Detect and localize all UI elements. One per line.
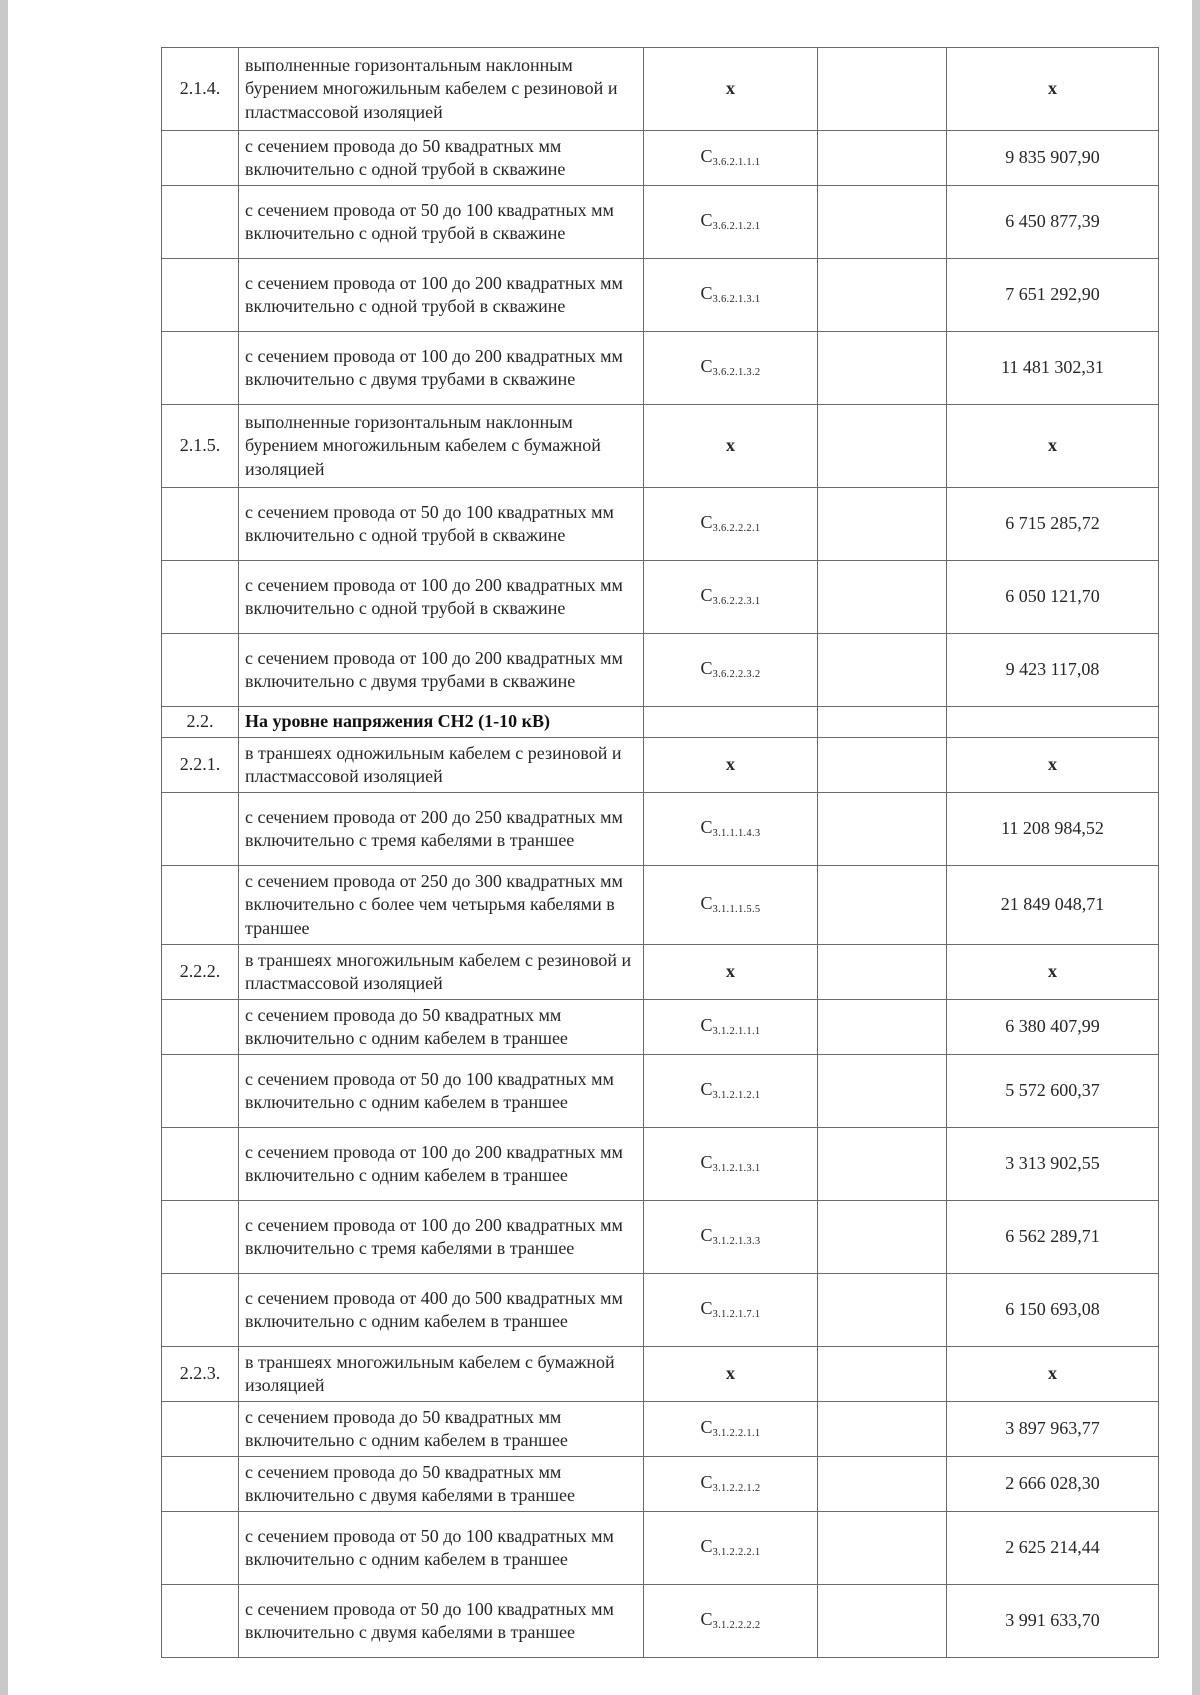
row-number: 2.2.2. xyxy=(162,945,239,1000)
empty-cell xyxy=(818,866,947,945)
rate-code xyxy=(644,1402,818,1457)
empty-cell xyxy=(818,793,947,866)
rate-code-base: C xyxy=(700,816,713,837)
rate-code-placeholder: x xyxy=(644,945,818,1000)
empty-cell xyxy=(818,488,947,561)
rate-code-placeholder: x xyxy=(644,48,818,131)
rate-value xyxy=(947,707,1159,738)
table-row xyxy=(162,1585,1159,1658)
table-row xyxy=(162,186,1159,259)
value-placeholder: x xyxy=(947,738,1159,793)
row-description: с сечением провода от 50 до 100 квадратных мм включительно с одной трубой в скважине xyxy=(239,186,644,259)
table-row xyxy=(162,488,1159,561)
row-number xyxy=(162,1201,239,1274)
empty-cell xyxy=(818,1402,947,1457)
tariff-table xyxy=(161,47,1159,1658)
empty-cell xyxy=(818,1000,947,1055)
rate-value: 9 835 907,90 xyxy=(947,131,1159,186)
rate-value: 9 423 117,08 xyxy=(947,634,1159,707)
row-description: На уровне напряжения СН2 (1-10 кВ) xyxy=(239,707,644,738)
rate-value: 6 715 285,72 xyxy=(947,488,1159,561)
empty-cell xyxy=(818,1512,947,1585)
rate-code-base: C xyxy=(700,1416,713,1437)
rate-code-subscript: 3.6.2.2.2.1 xyxy=(712,522,761,534)
rate-code xyxy=(644,634,818,707)
empty-cell xyxy=(818,48,947,131)
table-row xyxy=(162,259,1159,332)
empty-cell xyxy=(818,1585,947,1658)
row-number xyxy=(162,259,239,332)
row-number xyxy=(162,866,239,945)
rate-value: 3 897 963,77 xyxy=(947,1402,1159,1457)
empty-cell xyxy=(818,707,947,738)
row-number xyxy=(162,1000,239,1055)
row-number xyxy=(162,1457,239,1512)
rate-code-base: C xyxy=(700,355,713,376)
rate-code-placeholder: x xyxy=(644,738,818,793)
row-description: с сечением провода от 250 до 300 квадратных мм включительно с более чем четырьмя кабелями в траншее xyxy=(239,866,644,945)
group-header-row xyxy=(162,48,1159,131)
rate-code-base: C xyxy=(700,1078,713,1099)
rate-value: 7 651 292,90 xyxy=(947,259,1159,332)
page-edge-right xyxy=(1192,0,1200,1695)
value-placeholder: x xyxy=(947,945,1159,1000)
row-description: в траншеях многожильным кабелем с резиновой и пластмассовой изоляцией xyxy=(239,945,644,1000)
rate-code xyxy=(644,1055,818,1128)
empty-cell xyxy=(818,738,947,793)
row-number xyxy=(162,1128,239,1201)
row-number xyxy=(162,1055,239,1128)
empty-cell xyxy=(818,259,947,332)
rate-code-placeholder: x xyxy=(644,1347,818,1402)
rate-value: 11 208 984,52 xyxy=(947,793,1159,866)
row-number xyxy=(162,793,239,866)
rate-value: 6 380 407,99 xyxy=(947,1000,1159,1055)
value-placeholder: x xyxy=(947,405,1159,488)
table-row xyxy=(162,332,1159,405)
row-description: с сечением провода от 100 до 200 квадратных мм включительно с одной трубой в скважине xyxy=(239,259,644,332)
row-number: 2.1.4. xyxy=(162,48,239,131)
row-description: с сечением провода от 100 до 200 квадратных мм включительно с двумя трубами в скважине xyxy=(239,332,644,405)
row-description: с сечением провода от 400 до 500 квадратных мм включительно с одним кабелем в траншее xyxy=(239,1274,644,1347)
row-number xyxy=(162,131,239,186)
rate-code xyxy=(644,186,818,259)
rate-value: 11 481 302,31 xyxy=(947,332,1159,405)
row-number xyxy=(162,561,239,634)
rate-code-subscript: 3.6.2.2.3.2 xyxy=(712,668,761,680)
table-row xyxy=(162,131,1159,186)
rate-value: 6 450 877,39 xyxy=(947,186,1159,259)
rate-value: 3 313 902,55 xyxy=(947,1128,1159,1201)
row-description: с сечением провода от 100 до 200 квадратных мм включительно с тремя кабелями в траншее xyxy=(239,1201,644,1274)
row-number: 2.1.5. xyxy=(162,405,239,488)
rate-code-subscript: 3.6.2.1.3.2 xyxy=(712,366,761,378)
rate-value: 2 625 214,44 xyxy=(947,1512,1159,1585)
table-row xyxy=(162,1128,1159,1201)
rate-code-subscript: 3.6.2.1.2.1 xyxy=(712,220,761,232)
rate-code xyxy=(644,561,818,634)
rate-value: 21 849 048,71 xyxy=(947,866,1159,945)
row-description: с сечением провода от 50 до 100 квадратных мм включительно с одним кабелем в траншее xyxy=(239,1055,644,1128)
rate-value: 3 991 633,70 xyxy=(947,1585,1159,1658)
row-number xyxy=(162,332,239,405)
table-row xyxy=(162,1201,1159,1274)
rate-code-placeholder: x xyxy=(644,405,818,488)
rate-code xyxy=(644,1000,818,1055)
row-description: с сечением провода до 50 квадратных мм включительно с двумя кабелями в траншее xyxy=(239,1457,644,1512)
empty-cell xyxy=(818,1128,947,1201)
empty-cell xyxy=(818,1055,947,1128)
rate-code xyxy=(644,1585,818,1658)
row-number: 2.2.3. xyxy=(162,1347,239,1402)
row-description: с сечением провода от 200 до 250 квадратных мм включительно с тремя кабелями в траншее xyxy=(239,793,644,866)
rate-code xyxy=(644,259,818,332)
row-number xyxy=(162,1274,239,1347)
row-description: с сечением провода до 50 квадратных мм включительно с одной трубой в скважине xyxy=(239,131,644,186)
row-description: с сечением провода от 50 до 100 квадратных мм включительно с одной трубой в скважине xyxy=(239,488,644,561)
rate-code-subscript: 3.6.2.1.3.1 xyxy=(712,293,761,305)
row-description: в траншеях одножильным кабелем с резиновой и пластмассовой изоляцией xyxy=(239,738,644,793)
rate-code xyxy=(644,1512,818,1585)
section-row xyxy=(162,707,1159,738)
rate-code-subscript: 3.1.2.1.3.3 xyxy=(712,1235,761,1247)
tariff-table-body xyxy=(162,48,1159,1658)
row-description: с сечением провода от 50 до 100 квадратных мм включительно с двумя кабелями в траншее xyxy=(239,1585,644,1658)
empty-cell xyxy=(818,186,947,259)
table-row xyxy=(162,1055,1159,1128)
rate-code xyxy=(644,866,818,945)
empty-cell xyxy=(818,405,947,488)
group-header-row xyxy=(162,945,1159,1000)
rate-code xyxy=(644,332,818,405)
rate-code-base: C xyxy=(700,892,713,913)
row-description: с сечением провода от 100 до 200 квадратных мм включительно с одним кабелем в траншее xyxy=(239,1128,644,1201)
row-number xyxy=(162,488,239,561)
row-description: выполненные горизонтальным наклонным бурением многожильным кабелем с резиновой и пластмассовой изоляцией xyxy=(239,48,644,131)
table-row xyxy=(162,634,1159,707)
rate-code-base: C xyxy=(700,145,713,166)
rate-code-subscript: 3.1.2.1.7.1 xyxy=(712,1308,761,1320)
row-description: с сечением провода от 100 до 200 квадратных мм включительно с двумя трубами в скважине xyxy=(239,634,644,707)
row-description: выполненные горизонтальным наклонным бурением многожильным кабелем с бумажной изоляцией xyxy=(239,405,644,488)
group-header-row xyxy=(162,405,1159,488)
rate-code-base: C xyxy=(700,209,713,230)
rate-code xyxy=(644,793,818,866)
rate-code-subscript: 3.6.2.2.3.1 xyxy=(712,595,761,607)
rate-code xyxy=(644,1457,818,1512)
rate-code xyxy=(644,131,818,186)
rate-code xyxy=(644,488,818,561)
rate-code xyxy=(644,1128,818,1201)
empty-cell xyxy=(818,332,947,405)
row-description: с сечением провода до 50 квадратных мм включительно с одним кабелем в траншее xyxy=(239,1000,644,1055)
rate-code-base: C xyxy=(700,1224,713,1245)
value-placeholder: x xyxy=(947,1347,1159,1402)
empty-cell xyxy=(818,1274,947,1347)
empty-cell xyxy=(818,1347,947,1402)
rate-code-subscript: 3.1.2.1.1.1 xyxy=(712,1025,761,1037)
rate-code-subscript: 3.1.1.1.4.3 xyxy=(712,827,761,839)
row-number xyxy=(162,1585,239,1658)
row-number xyxy=(162,186,239,259)
table-row xyxy=(162,1457,1159,1512)
rate-code-subscript: 3.1.2.1.2.1 xyxy=(712,1089,761,1101)
empty-cell xyxy=(818,1457,947,1512)
rate-code xyxy=(644,1274,818,1347)
empty-cell xyxy=(818,634,947,707)
table-row xyxy=(162,793,1159,866)
rate-code-base: C xyxy=(700,1297,713,1318)
rate-code-subscript: 3.1.2.2.2.1 xyxy=(712,1546,761,1558)
rate-code-base: C xyxy=(700,1014,713,1035)
rate-code xyxy=(644,707,818,738)
table-row xyxy=(162,1512,1159,1585)
empty-cell xyxy=(818,945,947,1000)
rate-code-base: C xyxy=(700,657,713,678)
value-placeholder: x xyxy=(947,48,1159,131)
empty-cell xyxy=(818,131,947,186)
table-row xyxy=(162,1274,1159,1347)
row-number: 2.2. xyxy=(162,707,239,738)
rate-code-subscript: 3.1.2.2.1.2 xyxy=(712,1482,761,1494)
row-number xyxy=(162,634,239,707)
rate-code-base: C xyxy=(700,282,713,303)
row-number xyxy=(162,1402,239,1457)
row-number xyxy=(162,1512,239,1585)
rate-code-subscript: 3.1.1.1.5.5 xyxy=(712,903,761,915)
rate-code-base: C xyxy=(700,1535,713,1556)
rate-code xyxy=(644,1201,818,1274)
empty-cell xyxy=(818,1201,947,1274)
rate-value: 5 572 600,37 xyxy=(947,1055,1159,1128)
table-row xyxy=(162,561,1159,634)
row-number: 2.2.1. xyxy=(162,738,239,793)
empty-cell xyxy=(818,561,947,634)
rate-code-subscript: 3.1.2.2.2.2 xyxy=(712,1619,761,1631)
table-row xyxy=(162,1402,1159,1457)
table-row xyxy=(162,866,1159,945)
rate-code-subscript: 3.1.2.2.1.1 xyxy=(712,1427,761,1439)
group-header-row xyxy=(162,738,1159,793)
row-description: с сечением провода от 50 до 100 квадратных мм включительно с одним кабелем в траншее xyxy=(239,1512,644,1585)
table-row xyxy=(162,1000,1159,1055)
rate-value: 6 562 289,71 xyxy=(947,1201,1159,1274)
rate-code-base: C xyxy=(700,584,713,605)
rate-code-subscript: 3.6.2.1.1.1 xyxy=(712,156,761,168)
page-edge-left xyxy=(0,0,8,1695)
row-description: с сечением провода до 50 квадратных мм включительно с одним кабелем в траншее xyxy=(239,1402,644,1457)
row-description: в траншеях многожильным кабелем с бумажной изоляцией xyxy=(239,1347,644,1402)
rate-value: 6 050 121,70 xyxy=(947,561,1159,634)
rate-code-base: C xyxy=(700,1151,713,1172)
group-header-row xyxy=(162,1347,1159,1402)
rate-value: 2 666 028,30 xyxy=(947,1457,1159,1512)
rate-code-subscript: 3.1.2.1.3.1 xyxy=(712,1162,761,1174)
rate-code-base: C xyxy=(700,511,713,532)
row-description: с сечением провода от 100 до 200 квадратных мм включительно с одной трубой в скважине xyxy=(239,561,644,634)
rate-value: 6 150 693,08 xyxy=(947,1274,1159,1347)
rate-code-base: C xyxy=(700,1471,713,1492)
rate-code-base: C xyxy=(700,1608,713,1629)
